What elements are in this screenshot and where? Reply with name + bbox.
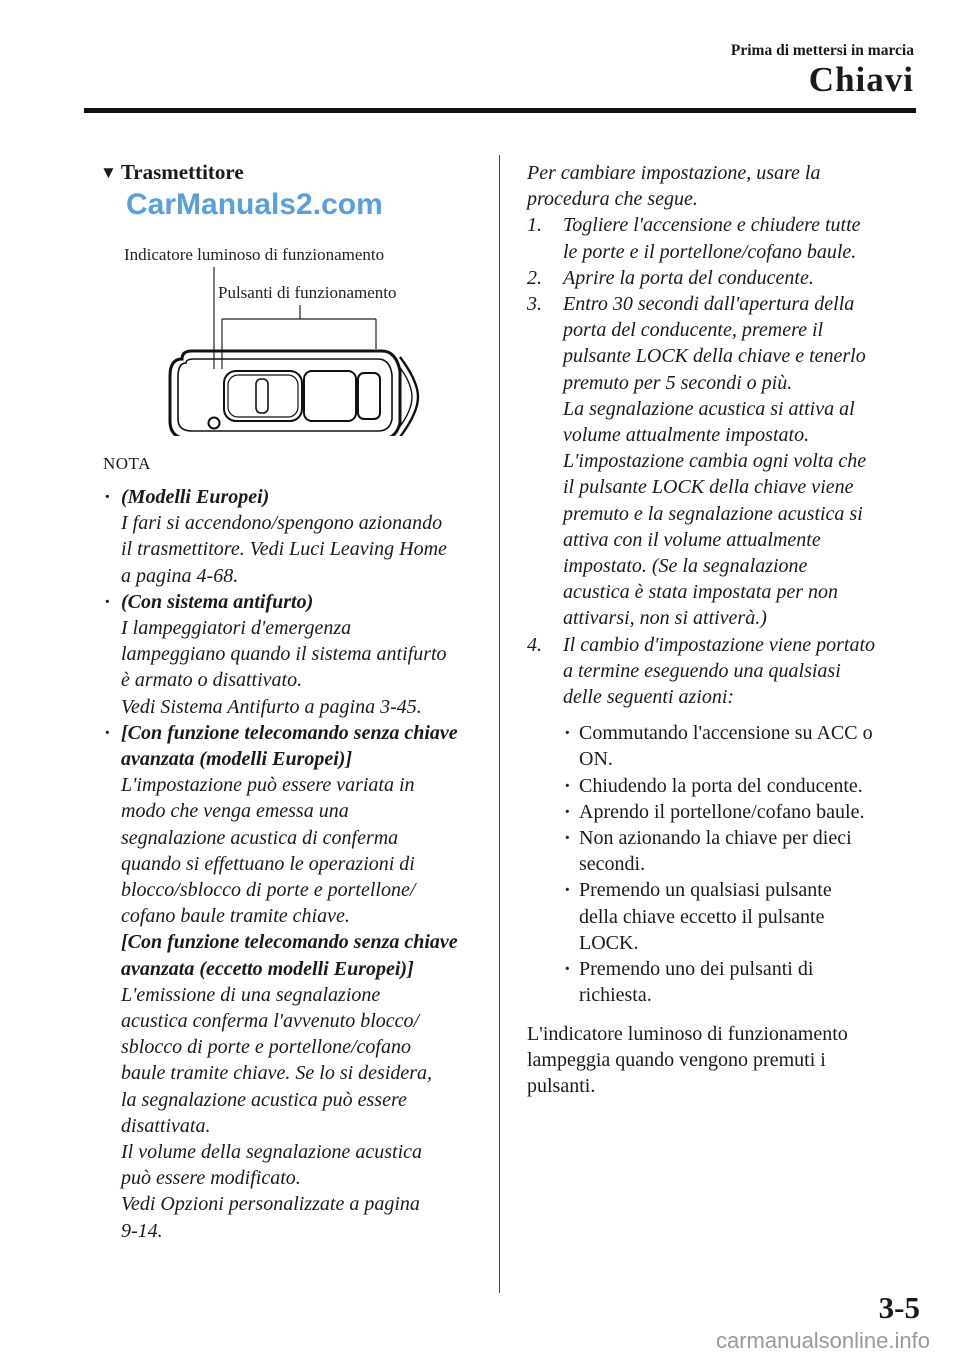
action-line: ON. xyxy=(579,748,613,771)
step-line: La segnalazione acustica si attiva al xyxy=(563,397,855,420)
note-line: cofano baule tramite chiave. xyxy=(121,905,350,928)
left-column xyxy=(100,160,475,1244)
step-line: Aprire la porta del conducente. xyxy=(563,266,814,289)
action-line: secondi. xyxy=(579,853,646,876)
intro-line: Per cambiare impostazione, usare la xyxy=(527,162,821,184)
action-line: della chiave eccetto il pulsante xyxy=(579,905,825,928)
closing-paragraph xyxy=(527,1021,927,1100)
action-line: · Chiudendo la porta del conducente. xyxy=(579,774,863,797)
action-item xyxy=(527,825,927,877)
watermark-bottom: carmanualsonline.info xyxy=(715,1328,930,1353)
action-line: · Premendo uno dei pulsanti di xyxy=(579,958,814,981)
step-item xyxy=(527,212,927,264)
step-number: 2. xyxy=(527,266,542,289)
note-line: è armato o disattivato. xyxy=(121,669,303,692)
steps-list xyxy=(527,212,927,710)
label-buttons: Pulsanti di funzionamento xyxy=(218,283,397,302)
transmitter-figure xyxy=(100,191,470,436)
running-header-chapter: Chiavi xyxy=(808,60,914,99)
note-line: la segnalazione acustica può essere xyxy=(121,1088,407,1111)
note-line: I lampeggiatori d'emergenza xyxy=(121,617,352,640)
note-line: può essere modificato. xyxy=(121,1167,301,1190)
note-line: Il volume della segnalazione acustica xyxy=(121,1141,423,1164)
action-item xyxy=(527,720,927,772)
triangle-marker-icon: ▼ xyxy=(100,163,117,182)
action-item xyxy=(527,956,927,1008)
note-item xyxy=(100,589,475,720)
note-heading: · (Modelli Europei) xyxy=(121,486,270,508)
step-line: attiva con il volume attualmente xyxy=(563,528,821,551)
note-line: baule tramite chiave. Se lo si desidera, xyxy=(121,1062,433,1085)
action-list xyxy=(527,720,927,1008)
step-line: porta del conducente, premere il xyxy=(563,319,824,342)
step-number: 1. xyxy=(527,214,542,237)
step-number: 3. xyxy=(527,293,542,316)
section-title xyxy=(100,160,475,185)
note-item xyxy=(100,484,475,589)
note-line: blocco/sblocco di porte e portellone/ xyxy=(121,879,416,902)
action-item xyxy=(527,877,927,956)
note-line: 9-14. xyxy=(121,1219,163,1242)
step-line: Entro 30 secondi dall'apertura della xyxy=(563,293,855,316)
step-item xyxy=(527,265,927,291)
action-line: · Premendo un qualsiasi pulsante xyxy=(579,879,832,902)
step-line: delle seguenti azioni: xyxy=(563,686,735,709)
note-line: L'emissione di una segnalazione xyxy=(121,983,381,1006)
note-heading: [Con funzione telecomando senza chiave avanzata (eccetto modelli Europei)] xyxy=(121,931,458,980)
action-line: LOCK. xyxy=(579,931,639,954)
intro-line: procedura che segue. xyxy=(527,188,698,211)
step-line: volume attualmente impostato. xyxy=(563,424,810,447)
note-line: acustica conferma l'avvenuto blocco/ xyxy=(121,1010,420,1033)
note-line: quando si effettuano le operazioni di xyxy=(121,852,415,875)
page-number: 3-5 xyxy=(878,1290,920,1325)
step-line: attivarsi, non si attiverà.) xyxy=(563,607,767,630)
step-line: impostato. (Se la segnalazione xyxy=(563,555,808,578)
note-label: NOTA xyxy=(103,454,151,473)
header-rule xyxy=(84,108,916,113)
note-line: disattivata. xyxy=(121,1114,211,1137)
section-title-text: Trasmettitore xyxy=(120,160,244,184)
note-line: Vedi Sistema Antifurto a pagina 3-45. xyxy=(121,695,422,718)
step-line: le porte e il portellone/cofano baule. xyxy=(563,240,857,263)
label-indicator: Indicatore luminoso di funzionamento xyxy=(124,245,385,264)
action-item xyxy=(527,799,927,825)
closing-line: L'indicatore luminoso di funzionamento xyxy=(527,1022,848,1045)
note-list xyxy=(100,484,475,1244)
step-line: Togliere l'accensione e chiudere tutte xyxy=(563,214,861,237)
action-line: · Non azionando la chiave per dieci xyxy=(579,827,852,850)
running-header-section: Prima di mettersi in marcia xyxy=(730,42,914,59)
right-column xyxy=(527,160,927,1099)
key-fob-illustration xyxy=(100,191,470,436)
action-line: · Commutando l'accensione su ACC o xyxy=(579,722,873,745)
intro-paragraph xyxy=(527,160,927,212)
action-item xyxy=(527,773,927,799)
action-line: richiesta. xyxy=(579,984,652,1007)
closing-line: pulsanti. xyxy=(527,1074,596,1097)
note-heading: · (Con sistema antifurto) xyxy=(121,590,314,613)
step-item xyxy=(527,291,927,632)
step-line: premuto per 5 secondi o più. xyxy=(563,371,793,394)
step-line: acustica è stata impostata per non xyxy=(563,581,838,604)
step-line: il pulsante LOCK della chiave viene xyxy=(563,476,854,499)
note-line: a pagina 4-68. xyxy=(121,564,239,587)
note-line: lampeggiano quando il sistema antifurto xyxy=(121,643,447,666)
note-line: sblocco di porte e portellone/cofano xyxy=(121,1036,411,1059)
note-line: modo che venga emessa una xyxy=(121,800,349,823)
step-line: Il cambio d'impostazione viene portato xyxy=(563,633,876,656)
note-line: I fari si accendono/spengono azionando xyxy=(121,512,443,535)
note-line: L'impostazione può essere variata in xyxy=(121,774,415,797)
note-line: Vedi Opzioni personalizzate a pagina xyxy=(121,1193,420,1216)
step-number: 4. xyxy=(527,633,542,656)
step-item xyxy=(527,632,927,711)
step-line: pulsante LOCK della chiave e tenerlo xyxy=(563,345,866,368)
step-line: premuto e la segnalazione acustica si xyxy=(563,502,863,525)
step-line: L'impostazione cambia ogni volta che xyxy=(563,450,867,473)
note-line: il trasmettitore. Vedi Luci Leaving Home xyxy=(121,538,447,561)
column-divider xyxy=(499,155,500,1293)
closing-line: lampeggia quando vengono premuti i xyxy=(527,1048,826,1071)
watermark-top: CarManuals2.com xyxy=(126,188,383,221)
step-line: a termine eseguendo una qualsiasi xyxy=(563,659,841,682)
action-line: · Aprendo il portellone/cofano baule. xyxy=(579,800,865,823)
note-line: segnalazione acustica di conferma xyxy=(121,826,399,849)
note-heading: · [Con funzione telecomando senza chiave avanzata (modelli Europei)] xyxy=(121,721,458,771)
note-item xyxy=(100,720,475,1244)
